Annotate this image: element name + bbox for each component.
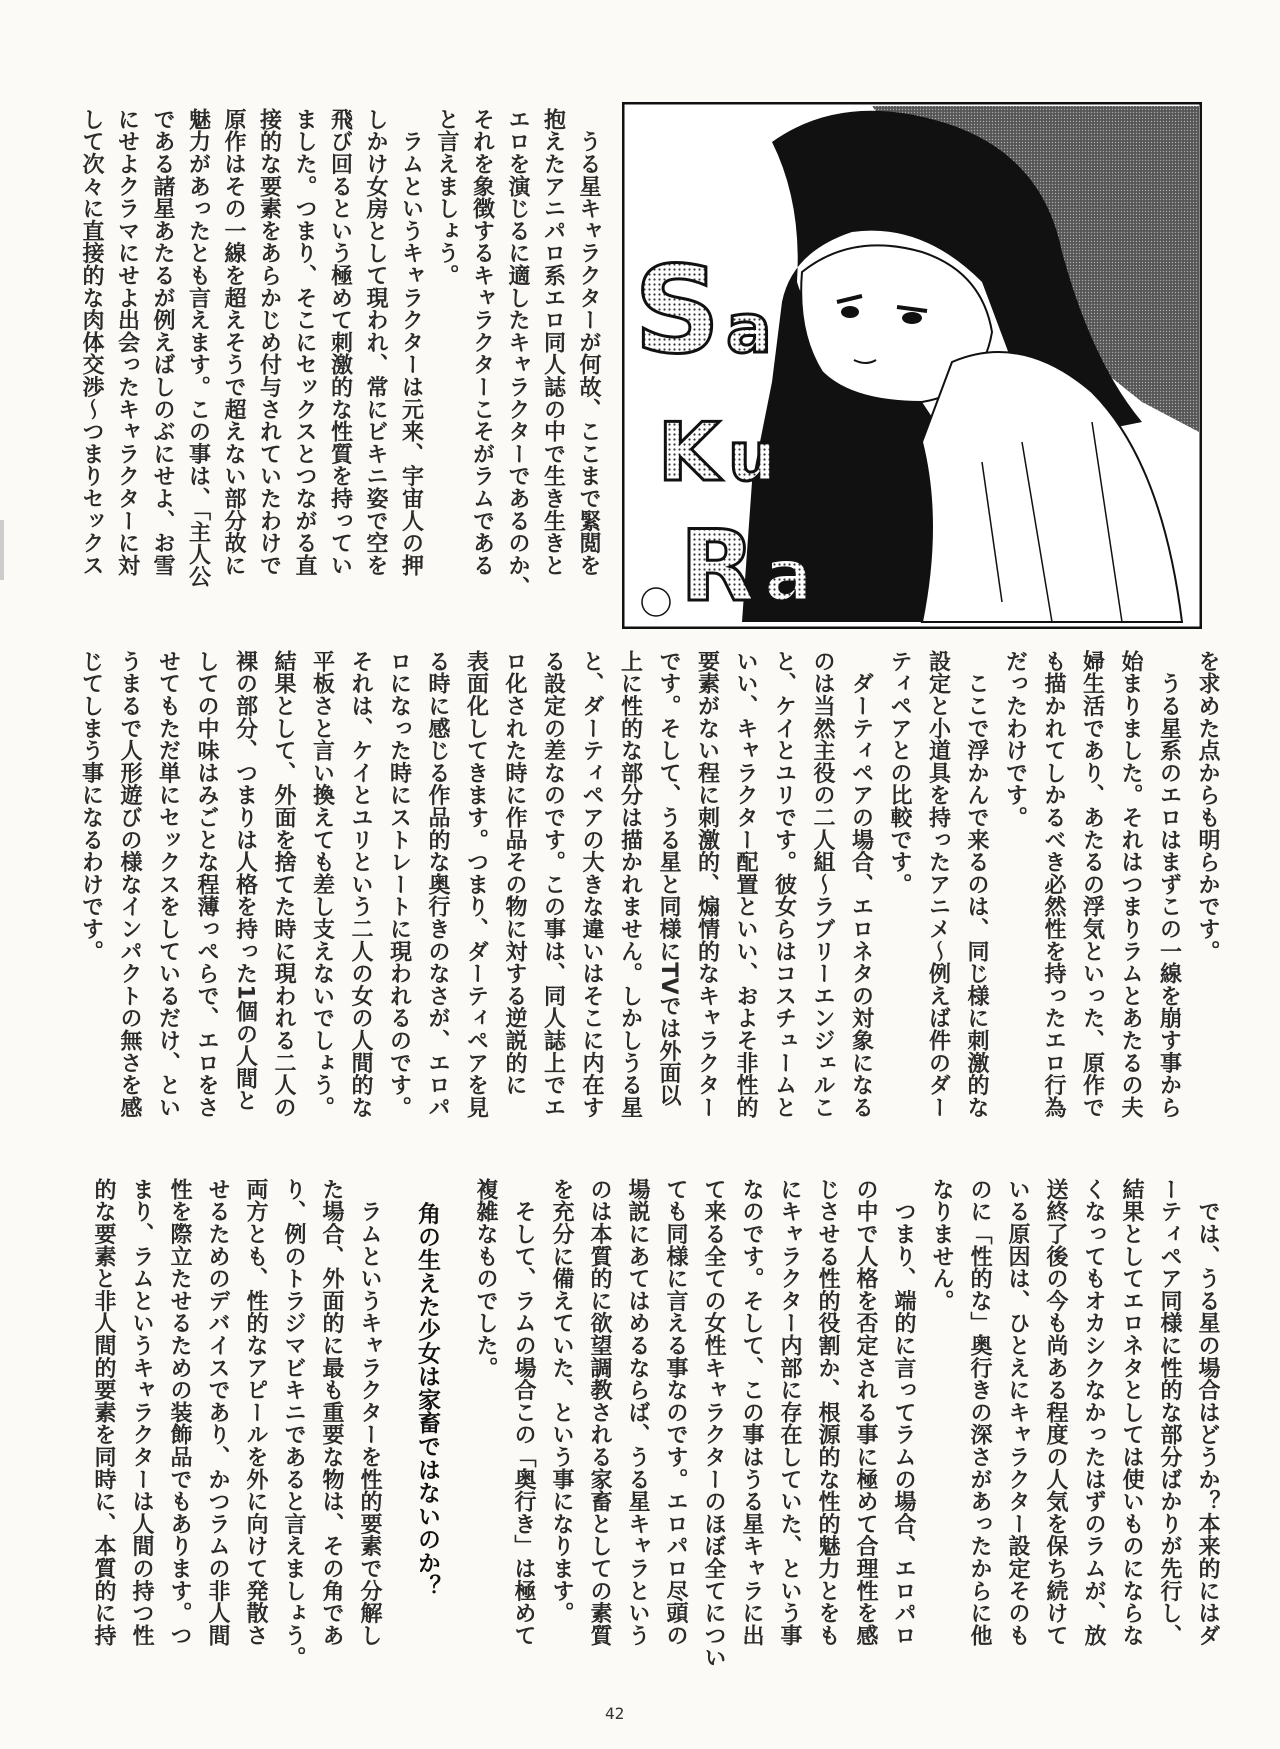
text-column: にキャラクター内部に存在していた、という事 [777, 1178, 802, 1647]
article-text-bottom [66, 1178, 1226, 1693]
text-column: のは本質的に欲望調教される家畜としての素質 [587, 1178, 612, 1647]
text-column: 婦生活であり、あたるの浮気といった、原作で [1079, 650, 1105, 1119]
text-column: それは、ケイとユリという二人の女の人間的な [348, 650, 373, 1119]
lettering-u: u [728, 418, 777, 497]
text-column: 両方とも、性的なアピールを外に向けて発散さ [243, 1178, 268, 1647]
text-column: うまるで人形遊びの様なインパクトの無さを感 [117, 650, 142, 1119]
lettering-s: S [634, 242, 721, 381]
text-column: です。そして、うる星と同様にTVでは外面以 [656, 650, 681, 1107]
text-column: なのです。そして、この事はうる星キャラに出 [739, 1178, 764, 1647]
illustration-art [622, 102, 1202, 629]
lettering-k: K [658, 406, 720, 499]
text-column: それを象徴するキャラクターこそがラムである [469, 108, 495, 577]
text-column: る設定の差なのです。この事は、同人誌上でエ [540, 650, 566, 1119]
text-column: ここで浮かんで来るのは、同じ様に刺激的な [964, 650, 989, 1119]
text-column: 抱えたアニパロ系エロ同人誌の中で生き生きと [540, 108, 566, 577]
text-column: も描かれてしかるべき必然性を持ったエロ行為 [1041, 650, 1066, 1119]
text-column: して次々に直接的な肉体交渉〜つまりセックス [79, 108, 104, 577]
text-column: ーティペア同様に性的な部分ばかりが先行し、 [1157, 1178, 1182, 1647]
text-column: せてもただ単にセックスをしているだけ、とい [155, 650, 181, 1119]
text-column: にせよクラマにせよ出会ったキャラクターに対 [114, 108, 140, 577]
text-column: ラムというキャラクターは元来、宇宙人の押 [398, 108, 424, 577]
text-column: せるためのデバイスであり、かつラムの非人間 [205, 1178, 230, 1647]
text-column: ても同様に言える事なのです。エロパロ尽頭の [663, 1178, 688, 1647]
text-column: じてしまう事になるわけです。 [78, 650, 104, 963]
text-column: る時に感じる作品的な奥行きのなさが、エロパ [425, 650, 450, 1119]
text-column: の中で人格を否定される事に極めて合理性を感 [853, 1178, 878, 1647]
text-column: ロ化された時に作品その物に対する逆説的に [502, 650, 527, 1096]
text-column: 場説にあてはめるならば、うる星キャラという [625, 1178, 650, 1647]
text-column: のは当然主役の二人組〜ラブリーエンジェルこ [810, 650, 835, 1119]
text-column: 送終了後の今も尚ある程度の人気を保ち続けて [1043, 1178, 1068, 1647]
text-column: のに「性的な」奥行きの深さがあったからに他 [967, 1178, 992, 1647]
text-column: と、ダーティペアの大きな違いはそこに内在す [579, 650, 604, 1119]
text-column: 要素がない程に刺激的、煽情的なキャラクター [694, 650, 720, 1119]
text-column: 的な要素と非人間的要素を同時に、本質的に持 [91, 1178, 116, 1647]
text-column: ロになった時にストレートに現われるのです。 [386, 650, 412, 1119]
text-column: 複雑なものでした。 [473, 1178, 498, 1379]
text-column: である諸星あたるが例えばしのぶにせよ、お雪 [150, 108, 175, 577]
text-column: うる星系のエロはまずこの一線を崩す事から [1156, 650, 1182, 1119]
article-text-top [66, 108, 606, 628]
text-column: くなってもオカシクなかったはずのラムが、放 [1081, 1178, 1106, 1647]
text-column: 上に性的な部分は描かれません。しかしうる星 [617, 650, 643, 1119]
text-column: ダーティペアの場合、エロネタの対象になる [848, 650, 874, 1119]
text-column: ティペアとの比較です。 [887, 650, 912, 896]
text-column: 裸の部分、つまりは人格を持った1個の人間と [232, 650, 258, 1112]
lettering-a2: a [764, 533, 813, 617]
text-column: しかけ女房として現われ、常にビキニ姿で空を [363, 108, 388, 577]
text-column: 結果として、外面を捨てた時に現われる二人の [271, 650, 296, 1119]
text-column: 平板さと言い換えても差し支えないでしょう。 [309, 650, 335, 1119]
text-column: 表面化してきます。つまり、ダーティペアを見 [463, 650, 489, 1119]
text-column: 魅力があったとも言えます。この事は、「主人公 [185, 108, 211, 588]
text-column: り、例のトラジマビキニであると言えましょう。 [281, 1178, 306, 1669]
column-gap [388, 1178, 408, 1693]
text-column: なりません。 [929, 1178, 954, 1312]
text-column: 設定と小道具を持ったアニメ〜例えば件のダー [925, 650, 951, 1119]
text-column: だったわけです。 [1002, 650, 1028, 829]
text-column: 飛び回るという極めて刺激的な性質を持ってい [327, 108, 353, 577]
text-column: 接的な要素をあらかじめ付与されていたわけで [256, 108, 282, 577]
text-column: 結果としてエロネタとしては使いものにならな [1119, 1178, 1144, 1647]
text-column: と言えましょう。 [434, 108, 459, 287]
scan-edge-mark [0, 520, 4, 580]
text-column: そして、ラムの場合この「奥行き」は極めて [511, 1178, 536, 1647]
text-column: ました。つまり、そこにセックスとつながる直 [292, 108, 317, 577]
artist-signature-seal [642, 588, 670, 616]
text-column: しての中味はみごとな程薄っぺらで、エロをさ [194, 650, 219, 1119]
text-column: を求めた点からも明らかです。 [1195, 650, 1220, 963]
text-column: まり、ラムというキャラクターは人間の持つ性 [129, 1178, 154, 1647]
text-column: 性を際立たせるための装飾品でもあります。つ [167, 1178, 192, 1647]
text-column: 始まりました。それはつまりラムとあたるの夫 [1118, 650, 1143, 1119]
text-column: と、ケイとユリです。彼女らはコスチュームと [771, 650, 797, 1119]
page-number: 42 [605, 1704, 625, 1723]
text-column: て来る全ての女性キャラクターのほぼ全てについ [701, 1178, 726, 1669]
sakura-illustration [622, 102, 1202, 629]
section-heading: 角の生えた少女は家畜ではないのか？ [414, 1178, 440, 1598]
column-gap [446, 1178, 466, 1693]
text-column: ラムというキャラクターを性的要素で分解し [357, 1178, 382, 1647]
text-column: では、うる星の場合はどうか？本来的にはダ [1195, 1178, 1220, 1647]
article-text-middle [66, 650, 1226, 1175]
text-column: 原作はその一線を超えそうで超えない部分故に [221, 108, 246, 577]
lettering-a1: a [726, 290, 772, 369]
text-column: じさせる性的役割か、根源的な性的魅力とをも [815, 1178, 840, 1647]
lettering-r: R [680, 510, 756, 624]
text-column: いる原因は、ひとえにキャラクター設定そのも [1005, 1178, 1030, 1647]
text-column: つまり、端的に言ってラムの場合、エロパロ [891, 1178, 916, 1647]
text-column: いい、キャラクター配置といい、およそ非性的 [733, 650, 758, 1119]
text-column: た場合、外面的に最も重要な物は、その角であ [319, 1178, 344, 1647]
text-column: エロを演じるに適したキャラクターであるのか、 [505, 108, 530, 599]
text-column: を充分に備えていた、という事になります。 [549, 1178, 574, 1624]
text-column: うる星キャラクターが何故、ここまで緊閲を [576, 108, 601, 577]
